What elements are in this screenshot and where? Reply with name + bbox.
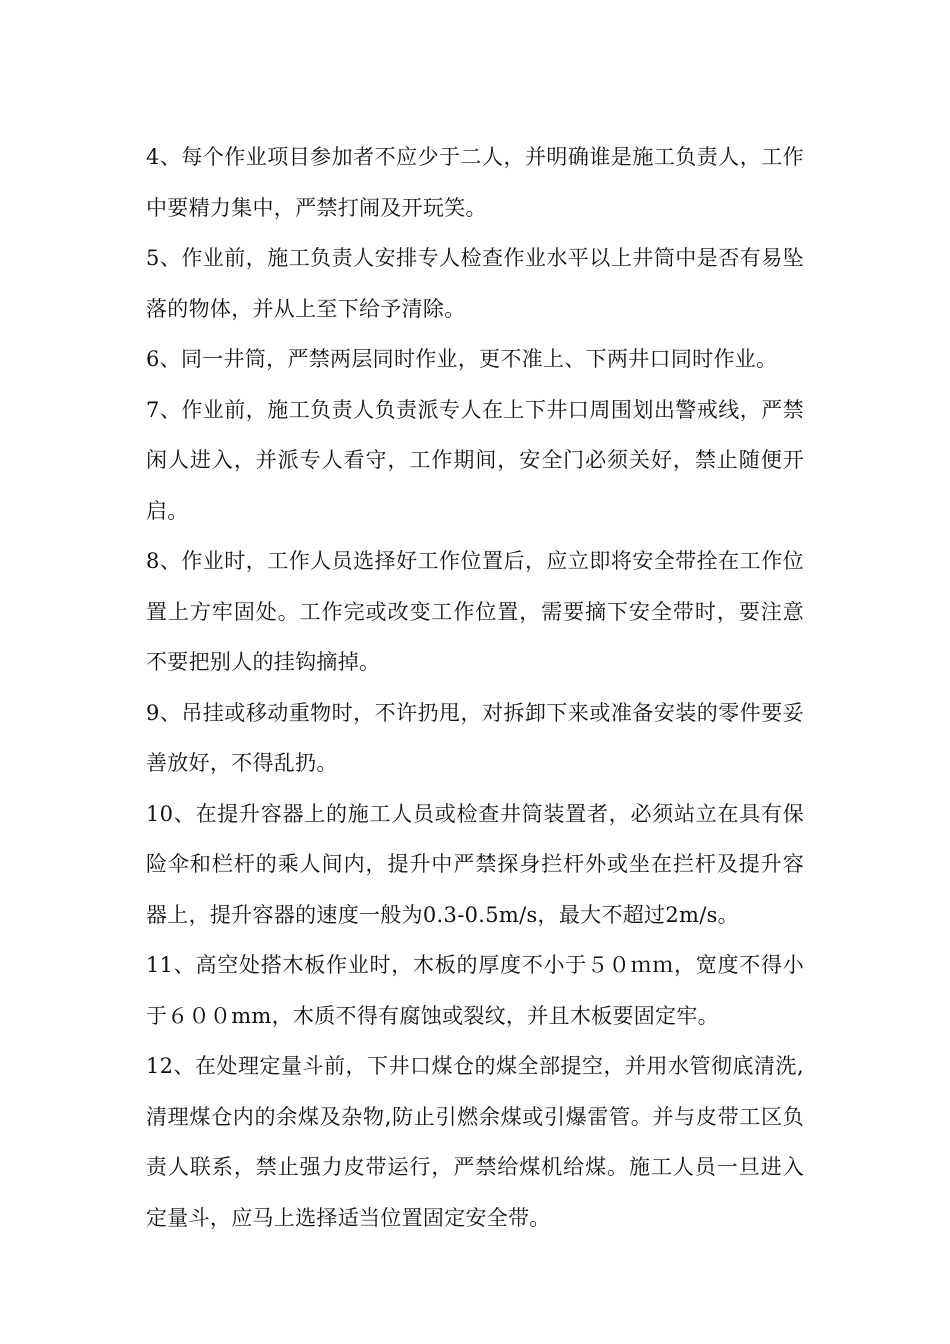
paragraph-item-6: 6、同一井筒，严禁两层同时作业，更不准上、下两井口同时作业。	[146, 347, 778, 371]
paragraph-item-12: 12、在处理定量斗前，下井口煤仓的煤全部提空，并用水管彻底清洗,清理煤仓内的余煤及杂物,防止引燃余煤或引爆雷管。并与皮带工区负责人联系，禁止强力皮带运行，严禁给煤机给煤。施工人员一旦进入定量斗，应马上选择适当位置固定安全带。	[146, 1054, 804, 1230]
paragraph-item-8: 8、作业时，工作人员选择好工作位置后，应立即将安全带拴在工作位置上方牢固处。工作完或改变工作位置，需要摘下安全带时，要注意不要把别人的挂钩摘掉。	[146, 549, 804, 674]
paragraph-item-7: 7、作业前，施工负责人负责派专人在上下井口周围划出警戒线，严禁闲人进入，并派专人看守，工作期间，安全门必须关好，禁止随便开启。	[146, 397, 804, 523]
paragraph-item-11: 11、高空处搭木板作业时，木板的厚度不小于５０ｍｍ，宽度不得小于６００mm，木质不得有腐蚀或裂纹，并且木板要固定牢。	[146, 953, 804, 1028]
paragraph-item-5: 5、作业前，施工负责人安排专人检查作业水平以上井筒中是否有易坠落的物体，并从上至下给予清除。	[146, 246, 804, 321]
paragraph-item-10: 10、在提升容器上的施工人员或检查井筒装置者，必须站立在具有保险伞和栏杆的乘人间内，提升中严禁探身拦杆外或坐在拦杆及提升容器上，提升容器的速度一般为0.3-0.5m/s，最大不超过2m/s。	[146, 801, 804, 927]
paragraph-item-9: 9、吊挂或移动重物时，不许扔甩，对拆卸下来或准备安装的零件要妥善放好，不得乱扔。	[146, 700, 804, 775]
paragraph-item-4: 4、每个作业项目参加者不应少于二人，并明确谁是施工负责人，工作中要精力集中，严禁打闹及开玩笑。	[146, 145, 804, 220]
document-body	[146, 132, 804, 1243]
